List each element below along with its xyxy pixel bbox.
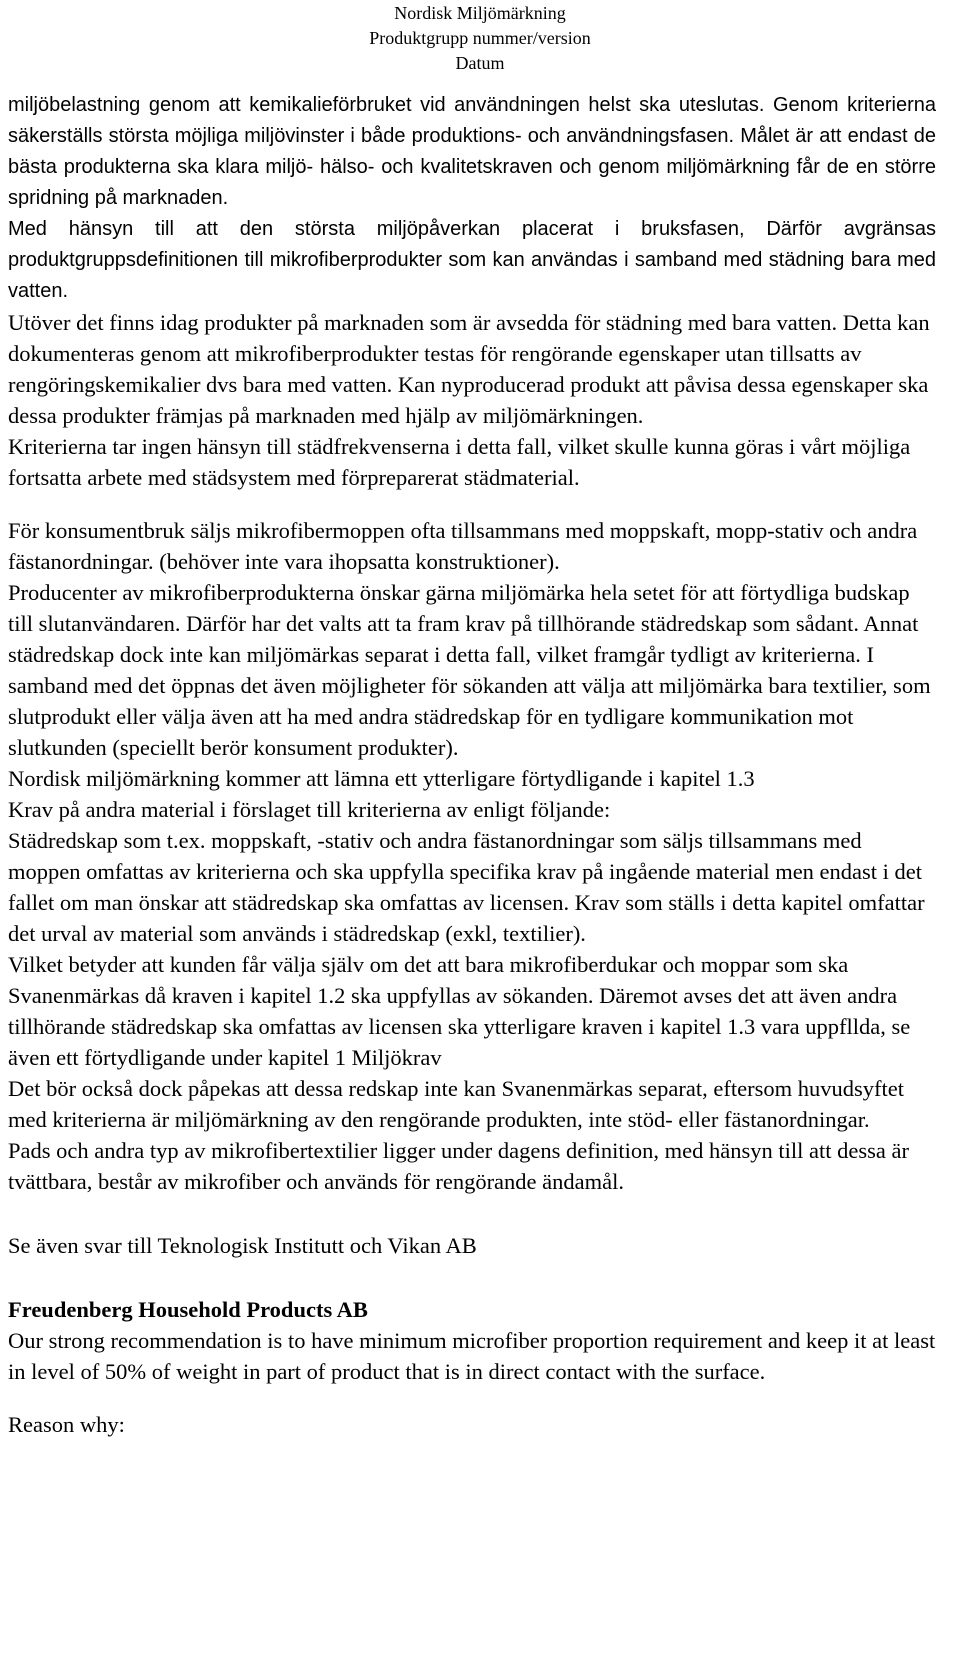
reason-line: Reason why: xyxy=(8,1412,125,1437)
paragraph: Krav på andra material i förslaget till kriterierna av enligt följande: xyxy=(8,797,611,822)
company-heading: Freudenberg Household Products AB xyxy=(8,1297,368,1322)
spacer xyxy=(8,493,936,515)
header-date: Datum xyxy=(455,53,505,73)
paragraph: Utöver det finns idag produkter på marknaden som är avsedda för städning med bara vatten. Detta kan dokumenteras genom att mikrofiberprodukter testas för rengörande egenskaper utan tillsatts av rengöringskemikalier dvs bara med vatten. Kan nyproducerad produkt att påvisa dessa egenskaper ska dessa produkter främjas på marknaden med hjälp av miljömärkningen. xyxy=(8,310,930,428)
paragraph: Kriterierna tar ingen hänsyn till städfrekvenserna i detta fall, vilket skulle kunna göras i vårt möjliga fortsatta arbete med städsystem med förpreparerat städmaterial. xyxy=(8,434,911,490)
section-1-continued xyxy=(8,307,936,493)
paragraph: Producenter av mikrofiberprodukterna önskar gärna miljömärka hela setet för att förtydliga budskap till slutanvändaren. Därför har det valts att ta fram krav på tillhörande städredskap som sådant. Annat städredskap dock inte kan miljömärkas separat i detta fall, vilket framgår tydligt av kriterierna. I samband med det öppnas det även möjligheter för sökanden att välja att miljömärka bara textilier, som slutprodukt eller välja även att ha med andra städredskap för en tydligare kommunikation mot slutkunden (speciellt berör konsument produkter). xyxy=(8,580,931,760)
see-also-line: Se även svar till Teknologisk Institutt och Vikan AB xyxy=(8,1233,477,1258)
header-product-group: Produktgrupp nummer/version xyxy=(369,28,591,48)
section-1 xyxy=(8,90,936,307)
section-2 xyxy=(8,515,936,1197)
spacer xyxy=(8,1387,936,1409)
paragraph: För konsumentbruk säljs mikrofibermoppen ofta tillsammans med moppskaft, mopp-stativ och andra fästanordningar. (behöver inte vara ihopsatta konstruktioner). xyxy=(8,518,918,574)
paragraph: Nordisk miljömärkning kommer att lämna ett ytterligare förtydligande i kapitel 1.3 xyxy=(8,766,755,791)
document-body xyxy=(8,90,936,1440)
spacer xyxy=(8,1197,936,1230)
paragraph: miljöbelastning genom att kemikalieförbruket vid användningen helst ska uteslutas. Genom kriterierna säkerställs största möjliga miljövinster i både produktions- och användningsfasen. Målet är att endast de bästa produkterna ska klara miljö- hälso- och kvalitetskraven och genom miljömärkning får de en större spridning på marknaden. xyxy=(8,94,936,209)
paragraph: Pads och andra typ av mikrofibertextilier ligger under dagens definition, med hänsyn till att dessa är tvättbara, består av mikrofiber och används för rengörande ändamål. xyxy=(8,1138,909,1194)
spacer xyxy=(8,1261,936,1294)
paragraph: Vilket betyder att kunden får välja själv om det att bara mikrofiberdukar och moppar som ska Svanenmärkas då kraven i kapitel 1.2 ska uppfyllas av sökanden. Däremot avses det att även andra tillhörande städredskap ska omfattas av licensen ska ytterligare kraven i kapitel 1.3 vara uppfllda, se även ett förtydligande under kapitel 1 Miljökrav xyxy=(8,952,911,1070)
paragraph: Städredskap som t.ex. moppskaft, -stativ och andra fästanordningar som säljs tillsammans med moppen omfattas av kriterierna och ska uppfylla specifika krav på ingående material men endast i det fallet om man önskar att städredskap ska omfattas av licensen. Krav som ställs i detta kapitel omfattar det urval av material som används i städredskap (exkl, textilier). xyxy=(8,828,925,946)
paragraph: Med hänsyn till att den största miljöpåverkan placerat i bruksfasen, Därför avgränsas produktgruppsdefinitionen till mikrofiberprodukter som kan användas i samband med städning bara med vatten. xyxy=(8,218,936,302)
recommendation-paragraph: Our strong recommendation is to have minimum microfiber proportion requirement and keep it at least in level of 50% of weight in part of product that is in direct contact with the surface. xyxy=(8,1328,936,1384)
header-org: Nordisk Miljömärkning xyxy=(394,3,566,23)
paragraph: Det bör också dock påpekas att dessa redskap inte kan Svanenmärkas separat, eftersom huvudsyftet med kriterierna är miljömärkning av den rengörande produkten, inte stöd- eller fästanordningar. xyxy=(8,1076,904,1132)
page-header xyxy=(0,0,960,76)
